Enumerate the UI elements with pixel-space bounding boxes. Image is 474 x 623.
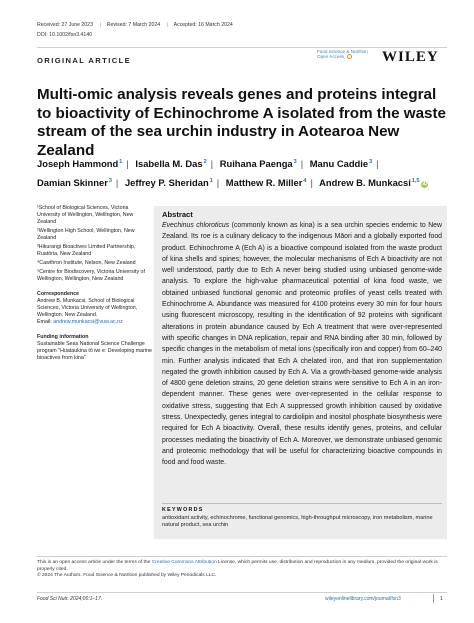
correspondence-email-line <box>37 319 152 326</box>
journal-url-link[interactable]: wileyonlinelibrary.com/journal/fsn3 <box>325 596 401 602</box>
author[interactable]: Damian Skinner$^3$ <box>37 176 112 188</box>
dates-line: Received: 27 June 2023 | Revised: 7 March 2024 | Accepted: 16 March 2024 <box>37 22 233 28</box>
orcid-icon[interactable]: iD <box>422 180 428 187</box>
correspondence-text: Andrew B. Munkacsi, School of Biological Sciences, Victoria University of Wellington, Wellington, New Zealand. <box>37 298 138 318</box>
license-line: This is an open access article under the terms of the Creative Commons Attribution License, which permits use, distribution and reproduction in any medium, provided the original work is properly cited. <box>37 560 438 572</box>
author-list: Joseph Hammond$^1$ | Isabella M. Das$^2$ | Ruihana Paenga$^3$ | Manu Caddie$^3$ | Damian Skinner$^3$ | Jeffrey P. Sheridan$^1$ | Matthew R. Miller$^4$ | Andrew B. Munkacsi$^{1,5}$iD <box>37 158 428 188</box>
article-title: Multi-omic analysis reveals genes and proteins integral to bioactivity of Echinochrome A isolated from the waste stream of the sea urchin industry in Aotearoa New Zealand <box>37 86 447 159</box>
author[interactable]: Ruihana Paenga$^3$ <box>219 158 297 170</box>
affiliation: ²Wellington High School, Wellington, New Zealand <box>37 228 135 241</box>
author[interactable]: Joseph Hammond$^1$ <box>37 158 123 170</box>
abstract-text: (commonly known as kina) is a sea urchin species endemic to New Zealand. Its roe is a culinary delicacy to the indigenous Māori and a globally exported food product. Echinochrome A (Ech A) is a bioactive compound isolated from the waste product of kina shells and spines; however, the molecular mechanisms of Ech A bioactivity are not well understood, partly due to Ech A never being studied using unbiased genome-wide analysis. To explore the high-value pharmaceutical potential of kina food waste, we obtained unbiased functional genomic and proteomic profiles of yeast cells treated with Echinochrome A. Abundance was measured for 4100 proteins every 30 min for four hours using fluorescent microscopy, resulting in the identification of 92 proteins with significant alterations in protein abundance caused by Ech A treatment that were over-represented with specific changes in DNA replication, repair and RNA binding after 30 min, followed by specific changes in the metabolism of metal ions (specifically iron and copper) from 60–240 min. Further analysis indicated that Ech A chelated iron, and that iron supplementation negated the growth inhibition caused by Ech A. Via a growth-based genome-wide analysis of 4800 gene deletion strains, 20 gene deletion strains were sensitive to Ech A in an iron-dependent manner. These genes were over-represented in the cellular response to oxidative stress, suggesting that Ech A suppressed growth inhibition caused by oxidative stress. Unexpectedly, genes integral to cardiolipin and inositol phosphate biosynthesis were required for Ech A bioactivity. Overall, these results identify genes, proteins, and cellular processes mediating the bioactivity of Ech A. Moreover, we demonstrate unbiased genomic and proteomic methodology that will be useful for characterizing bioactive compounds in food and food waste. <box>162 222 442 467</box>
citation-footer: Food Sci Nutr. 2024;00:1–17. <box>37 596 103 602</box>
affiliation: ³Hikurangi Bioactives Limited Partnership, Ruatōria, New Zealand <box>37 244 136 257</box>
sidebar-info <box>37 205 152 362</box>
license-footnote <box>37 560 447 580</box>
footnote-divider <box>37 556 447 557</box>
author[interactable]: Jeffrey P. Sheridan$^1$ <box>124 176 213 188</box>
correspondence-heading: Correspondence <box>37 291 80 297</box>
keywords-list: antioxidant activity, echinochrome, functional genomics, high-throughput microscopy, iron metabolism, marine natural product, sea urchin <box>162 515 433 528</box>
abstract-body <box>162 220 442 469</box>
author[interactable]: Matthew R. Miller$^4$ <box>225 176 307 188</box>
journal-name <box>317 49 368 59</box>
affiliation: ⁴Cawthron Institute, Nelson, New Zealand <box>37 260 136 266</box>
license-link[interactable]: Creative Commons Attribution <box>151 560 217 565</box>
doi[interactable]: DOI: 10.1002/fsn3.4140 <box>37 32 93 38</box>
abstract-heading: Abstract <box>162 210 193 219</box>
keywords-divider <box>162 503 442 504</box>
author[interactable]: Manu Caddie$^3$ <box>309 158 373 170</box>
revised-date: Revised: 7 March 2024 <box>106 22 161 28</box>
email-label: Email: <box>37 319 52 325</box>
affiliation: ¹School of Biological Sciences, Victoria University of Wellington, Wellington, New Zealand <box>37 205 134 225</box>
page-number: 1 <box>440 596 443 602</box>
author[interactable]: Isabella M. Das$^2$ <box>135 158 207 170</box>
funding-heading: Funding information <box>37 334 89 340</box>
copyright-line: © 2024 The Authors. Food Science & Nutrition published by Wiley Periodicals LLC. <box>37 573 217 578</box>
article-type: ORIGINAL ARTICLE <box>37 56 132 65</box>
author[interactable]: Andrew B. Munkacsi$^{1,5}$ <box>319 176 420 188</box>
open-access-icon <box>347 54 352 59</box>
affiliation: ⁵Centre for Biodiscovery, Victoria University of Wellington, Wellington, New Zealand <box>37 269 145 282</box>
page-footer-divider <box>37 592 447 593</box>
footer-separator <box>433 594 434 603</box>
publisher-logo: WILEY <box>382 49 439 65</box>
keywords-heading: KEYWORDS <box>162 507 204 513</box>
funding-text: Sustainable Seas National Science Challenge program "Huataukina tō iwi e: Developing marine bioactives from kina" <box>37 341 152 361</box>
publication-dates <box>37 22 447 38</box>
accepted-date: Accepted: 16 March 2024 <box>173 22 233 28</box>
journal-title: Food Science & Nutrition <box>317 49 368 54</box>
correspondence-email-link[interactable]: andrew.munkacsi@vuw.ac.nz <box>53 319 123 325</box>
received-date: Received: 27 June 2023 <box>37 22 93 28</box>
open-access-label: Open Access <box>317 54 368 59</box>
header-divider <box>37 47 447 48</box>
species-name: Evechinus chloroticus <box>162 222 230 229</box>
